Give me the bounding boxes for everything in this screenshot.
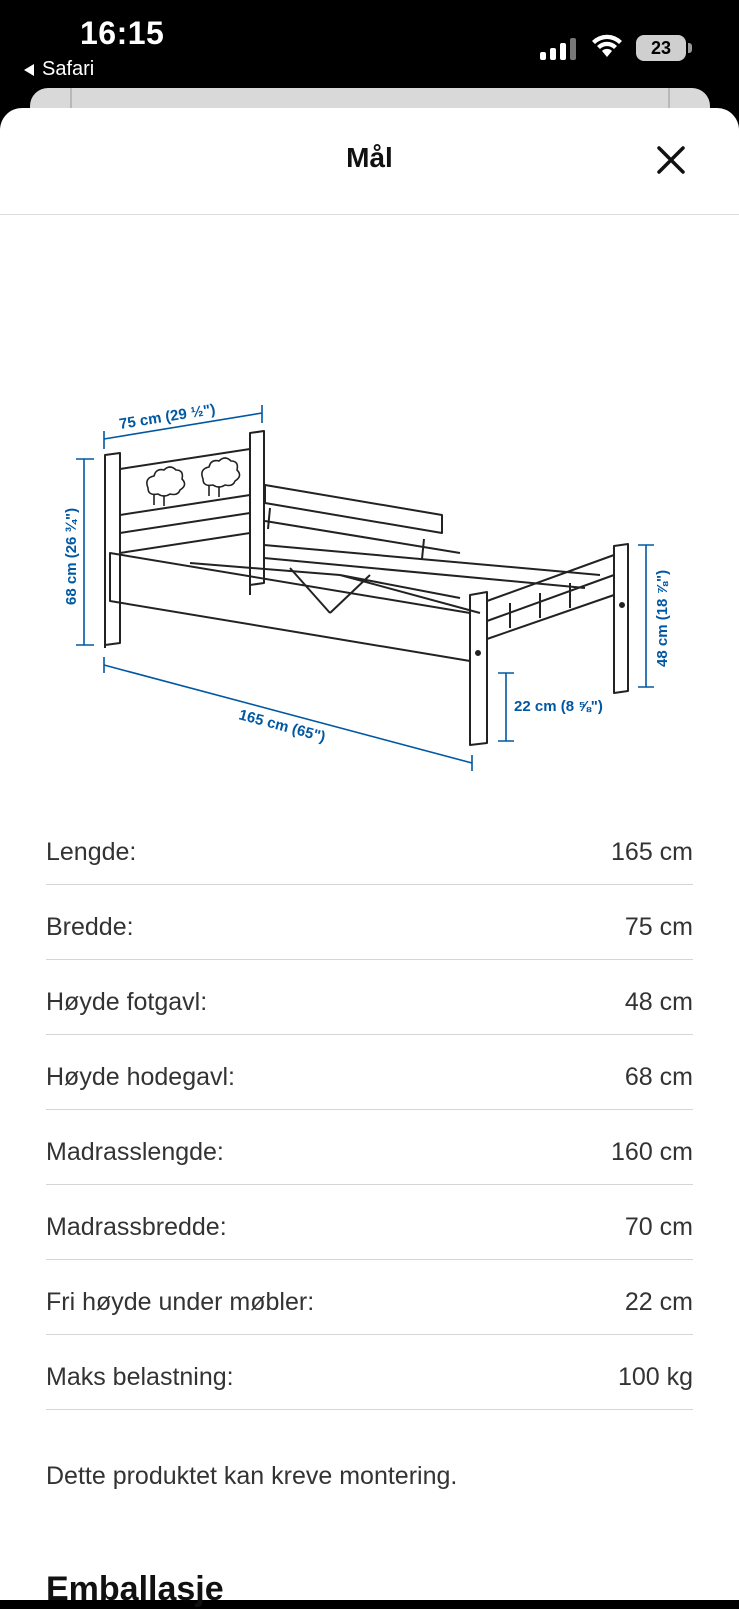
battery-icon: 23	[636, 35, 686, 61]
spec-value: 68 cm	[624, 1062, 693, 1091]
specs-table	[46, 810, 693, 1410]
clearance-dimension-label: 22 cm (8 ⅝")	[514, 698, 603, 715]
spec-row	[46, 1260, 693, 1335]
spec-value: 100 kg	[617, 1362, 693, 1391]
spec-label: Bredde:	[46, 912, 134, 941]
width-dimension-label: 75 cm (29 ½")	[117, 400, 217, 433]
back-label: Safari	[42, 58, 95, 80]
spec-row	[46, 1110, 693, 1185]
spec-label: Lengde:	[46, 837, 137, 866]
back-to-safari-link[interactable]	[24, 58, 94, 81]
spec-value: 48 cm	[624, 987, 693, 1016]
spec-value: 160 cm	[611, 1137, 693, 1166]
sheet-header	[0, 108, 739, 215]
spec-row	[46, 1335, 693, 1410]
spec-row	[46, 810, 693, 885]
dimension-lines	[76, 405, 654, 771]
head-height-dimension-label: 68 cm (26 ¾")	[63, 507, 80, 605]
spec-value: 22 cm	[624, 1287, 693, 1316]
spec-value: 70 cm	[624, 1212, 693, 1241]
clock: 16:15	[80, 15, 165, 51]
spec-value: 165 cm	[611, 837, 693, 866]
sheep-icon	[147, 467, 185, 506]
back-arrow-icon	[24, 64, 34, 76]
spec-label: Madrassbredde:	[46, 1212, 227, 1241]
spec-row	[46, 885, 693, 960]
spec-label: Maks belastning:	[46, 1362, 234, 1391]
spec-label: Høyde fotgavl:	[46, 987, 208, 1016]
spec-value: 75 cm	[624, 912, 693, 941]
spec-row	[46, 1035, 693, 1110]
cellular-signal-icon	[540, 36, 576, 60]
status-bar	[0, 0, 739, 92]
spec-label: Fri høyde under møbler:	[46, 1287, 315, 1316]
length-dimension-label: 165 cm (65")	[236, 706, 328, 746]
spec-label: Madrasslengde:	[46, 1137, 224, 1166]
wifi-icon	[590, 32, 624, 58]
close-icon[interactable]	[653, 142, 689, 178]
assembly-note: Dette produktet kan kreve montering.	[46, 1462, 458, 1490]
spec-row	[46, 960, 693, 1035]
spec-label: Høyde hodegavl:	[46, 1062, 236, 1091]
foot-height-dimension-label: 48 cm (18 ⅞")	[654, 569, 671, 667]
bed-dimension-diagram	[40, 283, 700, 746]
packaging-heading[interactable]: Emballasje	[46, 1570, 224, 1608]
sheet-title: Mål	[346, 142, 393, 173]
sheep-icon	[202, 458, 240, 497]
spec-row	[46, 1185, 693, 1260]
